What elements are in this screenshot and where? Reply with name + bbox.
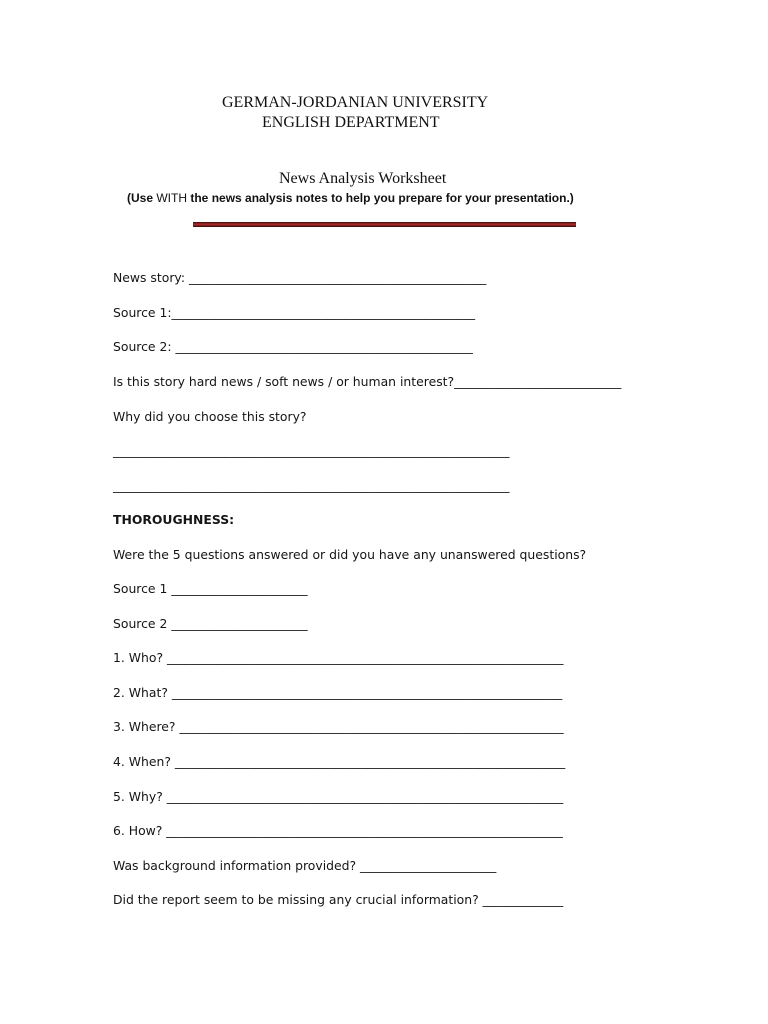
thoroughness-heading: THOROUGHNESS:: [113, 512, 235, 527]
why-choose-answer-line-1[interactable]: ________________________________________________________________: [113, 443, 510, 458]
source2-field[interactable]: Source 2: ________________________________________________: [113, 339, 473, 354]
who-field[interactable]: 1. Who? ________________________________________________________________: [113, 650, 564, 665]
how-field[interactable]: 6. How? ________________________________________________________________: [113, 823, 563, 838]
subtitle-rest: the news analysis notes to help you prepare for your presentation.): [190, 191, 574, 205]
subtitle-with: WITH: [156, 191, 188, 205]
five-questions-prompt: Were the 5 questions answered or did you have any unanswered questions?: [113, 547, 587, 562]
what-field[interactable]: 2. What? _______________________________________________________________: [113, 685, 563, 700]
missing-info-field[interactable]: Did the report seem to be missing any crucial information? _____________: [113, 892, 564, 907]
worksheet-title: News Analysis Worksheet: [279, 170, 447, 187]
why-field[interactable]: 5. Why? ________________________________________________________________: [113, 789, 564, 804]
when-field[interactable]: 4. When? _______________________________________________________________: [113, 754, 566, 769]
news-story-field[interactable]: News story: ________________________________________________: [113, 270, 487, 285]
source1-field[interactable]: Source 1:_________________________________________________: [113, 305, 476, 320]
source1-short-field[interactable]: Source 1 ______________________: [113, 581, 308, 596]
university-name: GERMAN-JORDANIAN UNIVERSITY: [222, 94, 489, 111]
subtitle-use: (Use: [127, 191, 154, 205]
why-choose-question: Why did you choose this story?: [113, 409, 307, 424]
worksheet-subtitle: [127, 191, 574, 205]
background-info-field[interactable]: Was background information provided? ______________________: [113, 858, 497, 873]
why-choose-answer-line-2[interactable]: ________________________________________________________________: [113, 478, 510, 493]
news-type-field[interactable]: Is this story hard news / soft news / or human interest?___________________________: [113, 374, 622, 389]
header-divider: [193, 222, 576, 227]
department-name: ENGLISH DEPARTMENT: [262, 114, 440, 131]
source2-short-field[interactable]: Source 2 ______________________: [113, 616, 308, 631]
where-field[interactable]: 3. Where? ______________________________________________________________: [113, 719, 564, 734]
